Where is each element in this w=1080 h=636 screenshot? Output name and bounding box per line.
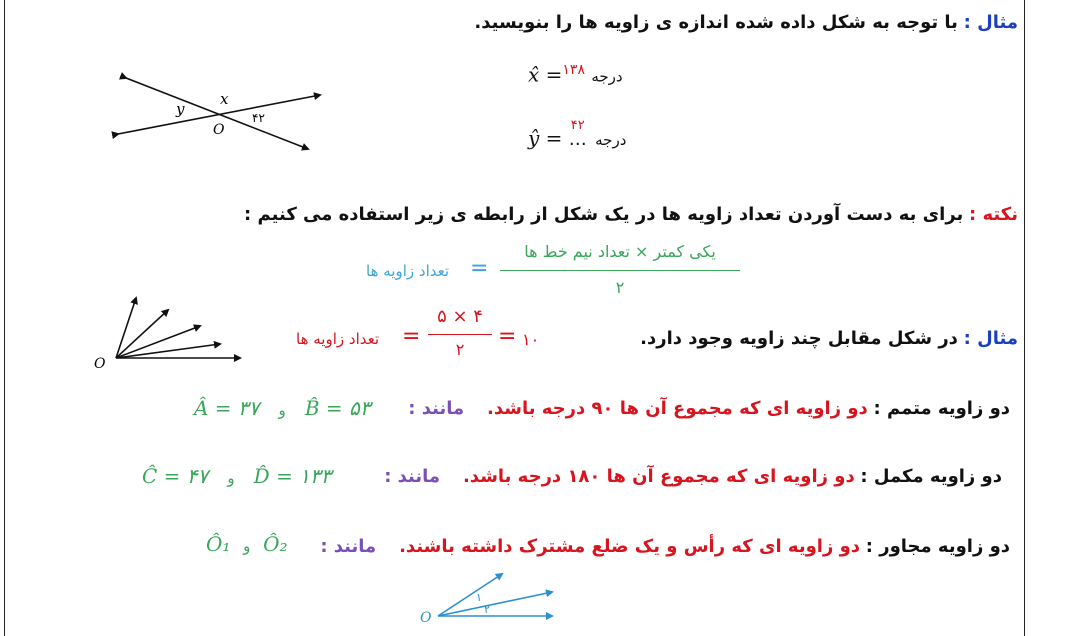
supplementary-title: دو زاویه مکمل : xyxy=(860,466,1002,487)
y-dots: … xyxy=(568,129,587,150)
comp-ex1: Â = ۳۷ xyxy=(194,396,260,420)
comp-and: و xyxy=(278,401,286,419)
formula-lhs: تعداد زاویه ها xyxy=(366,262,450,280)
rays-label-o: O xyxy=(94,356,106,372)
supp-ex2: D̂ = ۱۳۳ xyxy=(253,464,332,488)
adjacent-def: دو زاویه ای که رأس و یک ضلع مشترک داشته باشند. xyxy=(399,536,861,557)
formula-numerator: یکی کمتر × تعداد نیم خط ها xyxy=(524,242,716,261)
adjacent-angles-figure xyxy=(418,566,568,630)
intersecting-lines-figure xyxy=(110,70,330,155)
complementary-def: دو زاویه ای که مجموع آن ها ۹۰ درجه باشد. xyxy=(487,398,868,419)
example1-text: با توجه به شکل داده شده اندازه ی زاویه ها را بنویسید. xyxy=(474,12,958,33)
y-unit: درجه xyxy=(595,131,627,149)
adjacent-like: مانند : xyxy=(320,536,377,557)
x-lhs: x̂ = xyxy=(528,62,563,87)
complementary-like: مانند : xyxy=(408,398,465,419)
supp-ex1: Ĉ = ۴۷ xyxy=(142,464,209,488)
y-value: ۴۲ xyxy=(570,118,585,133)
y-lhs: ŷ = xyxy=(528,126,563,150)
formula-eq: = xyxy=(470,256,489,281)
supplementary-like: مانند : xyxy=(384,466,441,487)
adjacent-examples xyxy=(206,532,288,556)
fig-label-o: O xyxy=(213,122,225,138)
ex2-denominator: ۲ xyxy=(455,340,465,359)
y-equation xyxy=(528,118,627,150)
ex2-eq2: = xyxy=(498,324,517,349)
x-unit: درجه xyxy=(591,67,623,86)
rays-figure xyxy=(92,292,252,372)
supplementary-line xyxy=(384,466,1002,487)
note-label: نکته : xyxy=(969,204,1018,225)
ex2-fraction-bar xyxy=(428,334,492,335)
note-text: برای به دست آوردن تعداد زاویه ها در یک شکل از رابطه ی زیر استفاده می کنیم : xyxy=(244,204,964,225)
example1-label: مثال : xyxy=(963,12,1018,33)
x-value: ۱۳۸ xyxy=(562,62,585,78)
supplementary-examples xyxy=(142,464,331,488)
formula-denominator: ۲ xyxy=(615,278,625,297)
ex2-result: ۱۰ xyxy=(522,330,540,349)
x-equation xyxy=(528,62,623,87)
fig-label-x: x xyxy=(220,90,229,108)
example2-text: در شکل مقابل چند زاویه وجود دارد. xyxy=(640,328,958,349)
line-2 xyxy=(126,78,308,149)
adj-fig-1: ۱ xyxy=(476,591,482,604)
adj-fig-2: ۲ xyxy=(484,603,490,616)
left-border xyxy=(4,0,5,636)
fig-label-42: ۴۲ xyxy=(252,111,265,125)
right-border xyxy=(1024,0,1025,636)
ex2-lhs: تعداد زاویه ها xyxy=(296,330,380,348)
formula-fraction-bar xyxy=(500,270,740,271)
supp-and: و xyxy=(227,469,235,487)
ex2-numerator: ۵ × ۴ xyxy=(437,306,483,327)
complementary-examples xyxy=(194,396,370,420)
adj-fig-o: O xyxy=(420,610,432,626)
complementary-title: دو زاویه متمم : xyxy=(873,398,1010,419)
complementary-line xyxy=(408,398,1010,419)
example2-line xyxy=(640,328,1018,349)
ex2-eq1: = xyxy=(402,324,421,349)
fig-label-y: y xyxy=(176,100,185,118)
supplementary-def: دو زاویه ای که مجموع آن ها ۱۸۰ درجه باشد. xyxy=(462,466,855,487)
adj-ex2: Ô₂ xyxy=(263,532,288,556)
example1-line xyxy=(474,12,1018,33)
adjacent-title: دو زاویه مجاور : xyxy=(865,536,1010,557)
comp-ex2: B̂ = ۵۳ xyxy=(304,396,371,420)
note-line xyxy=(244,204,1018,225)
adjacent-line xyxy=(320,536,1010,557)
example2-label: مثال : xyxy=(963,328,1018,349)
adj-ex1: Ô₁ xyxy=(206,532,231,556)
adj-and: و xyxy=(243,537,251,555)
